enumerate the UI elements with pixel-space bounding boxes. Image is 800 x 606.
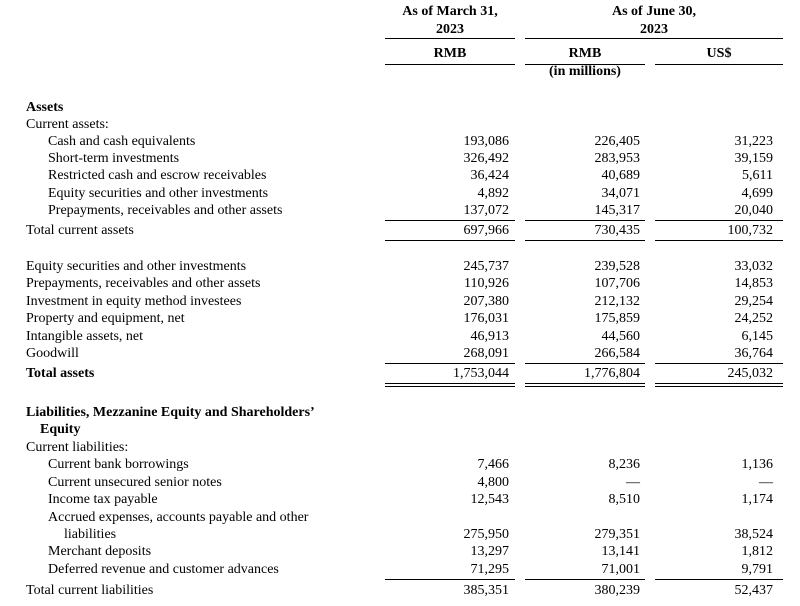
cell-value: 8,236 (608, 457, 640, 472)
row-label-total-current-assets: Total current assets (26, 223, 134, 238)
cell-value: 266,584 (594, 346, 640, 361)
row-label-total-assets: Total assets (26, 366, 95, 381)
col1-currency: RMB (433, 46, 467, 61)
cell-value: 193,086 (463, 134, 509, 149)
row-label: Current unsecured senior notes (48, 475, 222, 490)
cell-value: 176,031 (463, 311, 509, 326)
col3-currency-rule (655, 64, 783, 65)
cell-value: 13,141 (601, 544, 640, 559)
subtotal-rule (525, 579, 645, 580)
cell-value: 1,812 (741, 544, 773, 559)
col1-header-rule (385, 38, 515, 39)
subtotal-rule (385, 240, 515, 241)
cell-value: 31,223 (734, 134, 773, 149)
cell-value: 6,145 (741, 329, 773, 344)
col2-currency: RMB (568, 46, 602, 61)
cell-value: 1,753,044 (453, 366, 509, 381)
row-label: Property and equipment, net (26, 311, 185, 326)
cell-value: 7,466 (477, 457, 509, 472)
cell-value: 4,892 (477, 186, 509, 201)
cell-value: 1,174 (741, 492, 773, 507)
cell-value: 730,435 (594, 223, 640, 238)
row-label-total-current-liabilities: Total current liabilities (26, 583, 154, 598)
subtotal-rule (385, 579, 515, 580)
section-heading-assets: Assets (26, 100, 64, 115)
cell-value: 39,159 (734, 151, 773, 166)
cell-value: 33,032 (734, 259, 773, 274)
cell-value: 38,524 (734, 527, 773, 542)
total-rule (655, 363, 783, 364)
cell-value: 137,072 (463, 203, 509, 218)
cell-value: 29,254 (734, 294, 773, 309)
row-label: Equity securities and other investments (48, 186, 269, 201)
section-heading-liabilities-cont: Equity (40, 422, 81, 437)
cell-value: 12,543 (470, 492, 509, 507)
cell-value: 8,510 (608, 492, 640, 507)
total-rule (385, 363, 515, 364)
cell-value: 207,380 (463, 294, 509, 309)
in-millions-label: (in millions) (549, 64, 621, 79)
cell-value: 326,492 (463, 151, 509, 166)
row-label: Merchant deposits (48, 544, 152, 559)
cell-value: 110,926 (464, 276, 509, 291)
cell-value: 385,351 (463, 583, 509, 598)
cell-value: 145,317 (594, 203, 640, 218)
double-total-rule (525, 383, 645, 387)
row-label: Restricted cash and escrow receivables (48, 168, 267, 183)
cell-value: 107,706 (594, 276, 640, 291)
col2-currency-rule (525, 64, 645, 65)
total-rule (525, 363, 645, 364)
subheading-current-assets: Current assets: (26, 117, 109, 132)
row-label: Goodwill (26, 346, 79, 361)
cell-value: 697,966 (463, 223, 509, 238)
cell-value: 71,001 (601, 562, 640, 577)
cell-value: 239,528 (594, 259, 640, 274)
cell-value: 226,405 (594, 134, 640, 149)
col3-currency: US$ (706, 46, 732, 61)
cell-value: 1,136 (741, 457, 773, 472)
cell-value: 1,776,804 (584, 366, 640, 381)
row-label: Prepayments, receivables and other assets (48, 203, 283, 218)
cell-value: 212,132 (594, 294, 640, 309)
subtotal-rule (385, 220, 515, 221)
row-label: Deferred revenue and customer advances (48, 562, 279, 577)
col23-header-line2: 2023 (640, 22, 668, 37)
row-label: Intangible assets, net (26, 329, 144, 344)
cell-value: 14,853 (734, 276, 773, 291)
subheading-current-liabilities: Current liabilities: (26, 440, 129, 455)
row-label: Income tax payable (48, 492, 158, 507)
subtotal-rule (655, 579, 783, 580)
cell-value: 20,040 (734, 203, 773, 218)
row-label: Investment in equity method investees (26, 294, 242, 309)
row-label: Cash and cash equivalents (48, 134, 196, 149)
cell-value: 5,611 (742, 168, 773, 183)
cell-value: 40,689 (601, 168, 640, 183)
cell-value: 36,424 (470, 168, 509, 183)
cell-value: 245,737 (463, 259, 509, 274)
cell-value: 13,297 (470, 544, 509, 559)
col23-header-rule (525, 38, 783, 39)
cell-value: 245,032 (727, 366, 773, 381)
col1-header-line2: 2023 (436, 22, 464, 37)
cell-value: 36,764 (734, 346, 773, 361)
cell-value: 283,953 (594, 151, 640, 166)
cell-value: 380,239 (594, 583, 640, 598)
col1-currency-rule (385, 64, 515, 65)
cell-value: 279,351 (594, 527, 640, 542)
cell-value: 9,791 (741, 562, 773, 577)
cell-value: 52,437 (734, 583, 773, 598)
cell-value: 46,913 (470, 329, 509, 344)
subtotal-rule (655, 240, 783, 241)
section-heading-liabilities: Liabilities, Mezzanine Equity and Shareholders’ (26, 405, 315, 420)
col23-header-line1: As of June 30, (611, 4, 696, 19)
cell-value: 100,732 (727, 223, 773, 238)
row-label: Equity securities and other investments (26, 259, 247, 274)
cell-value: 34,071 (601, 186, 640, 201)
cell-value: — (626, 475, 640, 490)
row-label: Accrued expenses, accounts payable and other (48, 510, 309, 525)
double-total-rule (655, 383, 783, 387)
subtotal-rule (525, 240, 645, 241)
cell-value: 268,091 (463, 346, 509, 361)
cell-value: 175,859 (594, 311, 640, 326)
row-label: Short-term investments (48, 151, 180, 166)
cell-value: 71,295 (470, 562, 509, 577)
cell-value: 44,560 (601, 329, 640, 344)
cell-value: 4,800 (477, 475, 509, 490)
cell-value: 24,252 (734, 311, 773, 326)
cell-value: 4,699 (741, 186, 773, 201)
col1-header-line1: As of March 31, (402, 4, 498, 19)
subtotal-rule (655, 220, 783, 221)
cell-value: — (759, 475, 773, 490)
row-label: liabilities (64, 527, 117, 542)
subtotal-rule (525, 220, 645, 221)
row-label: Prepayments, receivables and other assets (26, 276, 261, 291)
double-total-rule (385, 383, 515, 387)
cell-value: 275,950 (463, 527, 509, 542)
row-label: Current bank borrowings (48, 457, 189, 472)
